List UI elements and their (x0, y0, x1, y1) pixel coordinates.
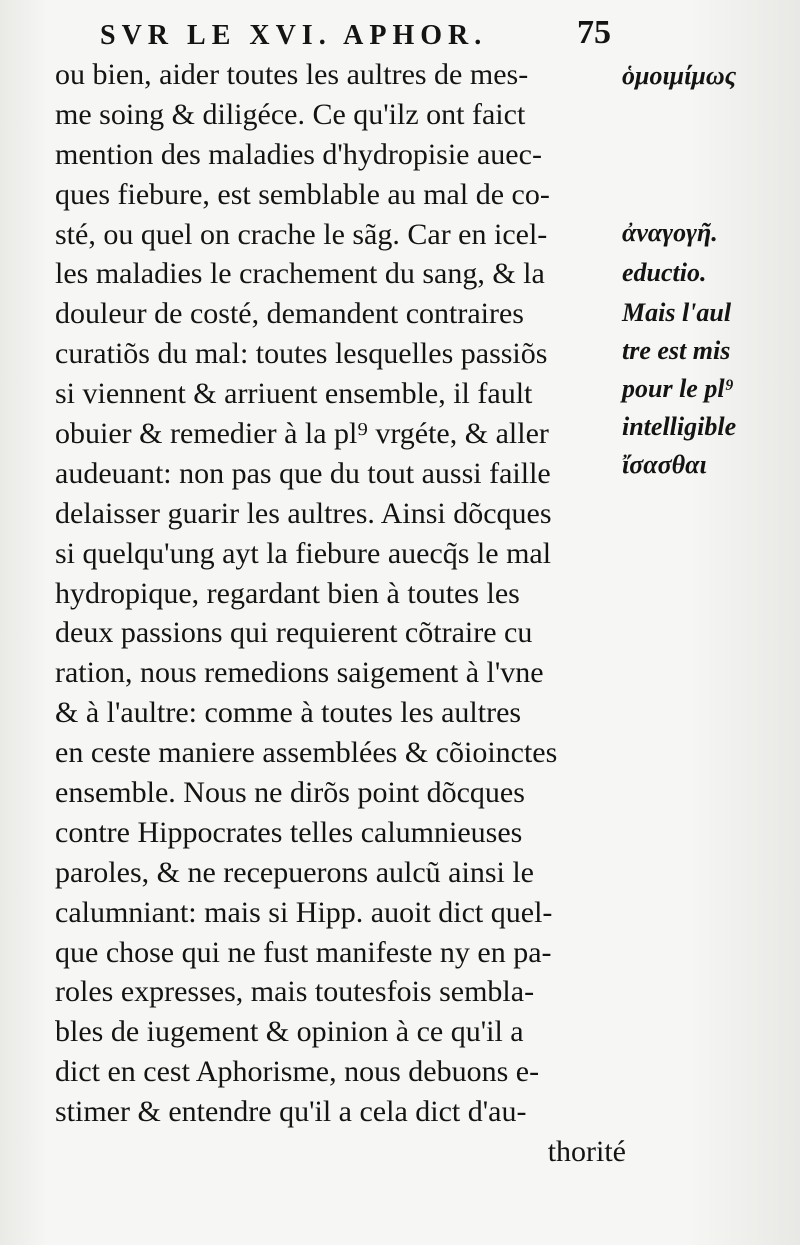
text-line: ration, nous remedions saigement à l'vne (55, 656, 544, 690)
text-line: obuier & remedier à la pl⁹ vrgéte, & aller (55, 417, 549, 451)
text-line: que chose qui ne fust manifeste ny en pa- (55, 935, 552, 969)
marginal-note: intelligible (622, 412, 737, 441)
text-line: sté, ou quel on crache le sãg. Car en icel- (55, 217, 548, 251)
text-line: dict en cest Aphorisme, nous debuons e- (55, 1055, 540, 1089)
text-line: calumniant: mais si Hipp. auoit dict quel- (55, 895, 553, 929)
text-line: mention des maladies d'hydropisie auec- (55, 137, 542, 171)
text-line: curatiõs du mal: toutes lesquelles passiõs (55, 337, 548, 371)
catchword: thorité (547, 1135, 626, 1169)
text-line: deux passions qui requierent cõtraire cu (55, 616, 533, 650)
marginal-note: Mais l'aul (622, 298, 732, 327)
text-line: les maladies le crachement du sang, & la (55, 257, 545, 291)
main-text-block (55, 55, 630, 1172)
text-line: en ceste maniere assemblées & cõioinctes (55, 736, 558, 770)
text-line: hydropique, regardant bien à toutes les (55, 576, 520, 610)
bleed-through-text (730, 140, 800, 1160)
marginal-note: pour le pl⁹ (622, 374, 734, 403)
marginal-note: ἀναγογῆ. (622, 218, 718, 247)
marginal-note: ὁμοιμίμως (622, 61, 737, 90)
text-line: bles de iugement & opinion à ce qu'il a (55, 1015, 524, 1049)
text-line: stimer & entendre qu'il a cela dict d'au- (55, 1095, 527, 1129)
text-line: si viennent & arriuent ensemble, il fault (55, 377, 533, 411)
running-title: SVR LE XVI. APHOR. (100, 20, 488, 51)
text-line: ensemble. Nous ne dirõs point dõcques (55, 776, 525, 810)
marginal-note: ἴσασθαι (622, 450, 707, 479)
text-line: audeuant: non pas que du tout aussi faille (55, 456, 551, 490)
marginal-note: tre est mis (622, 336, 731, 365)
text-line: me soing & diligéce. Ce qu'ilz ont faict (55, 97, 526, 131)
text-line: ou bien, aider toutes les aultres de mes- (55, 58, 529, 91)
text-line: ques fiebure, est semblable au mal de co- (55, 177, 550, 211)
text-line: & à l'aultre: comme à toutes les aultres (55, 696, 522, 730)
text-line: si quelqu'ung ayt la fiebure auecq̃s le mal (55, 536, 552, 570)
page-number: 75 (577, 14, 611, 51)
marginal-note: eductio. (622, 258, 707, 287)
text-line: delaisser guarir les aultres. Ainsi dõcques (55, 496, 552, 530)
text-line: contre Hippocrates telles calumnieuses (55, 815, 523, 849)
text-line: paroles, & ne recepuerons aulcũ ainsi le (55, 855, 534, 889)
text-line: roles expresses, mais toutesfois sembla- (55, 975, 535, 1009)
text-line: douleur de costé, demandent contraires (55, 297, 524, 331)
